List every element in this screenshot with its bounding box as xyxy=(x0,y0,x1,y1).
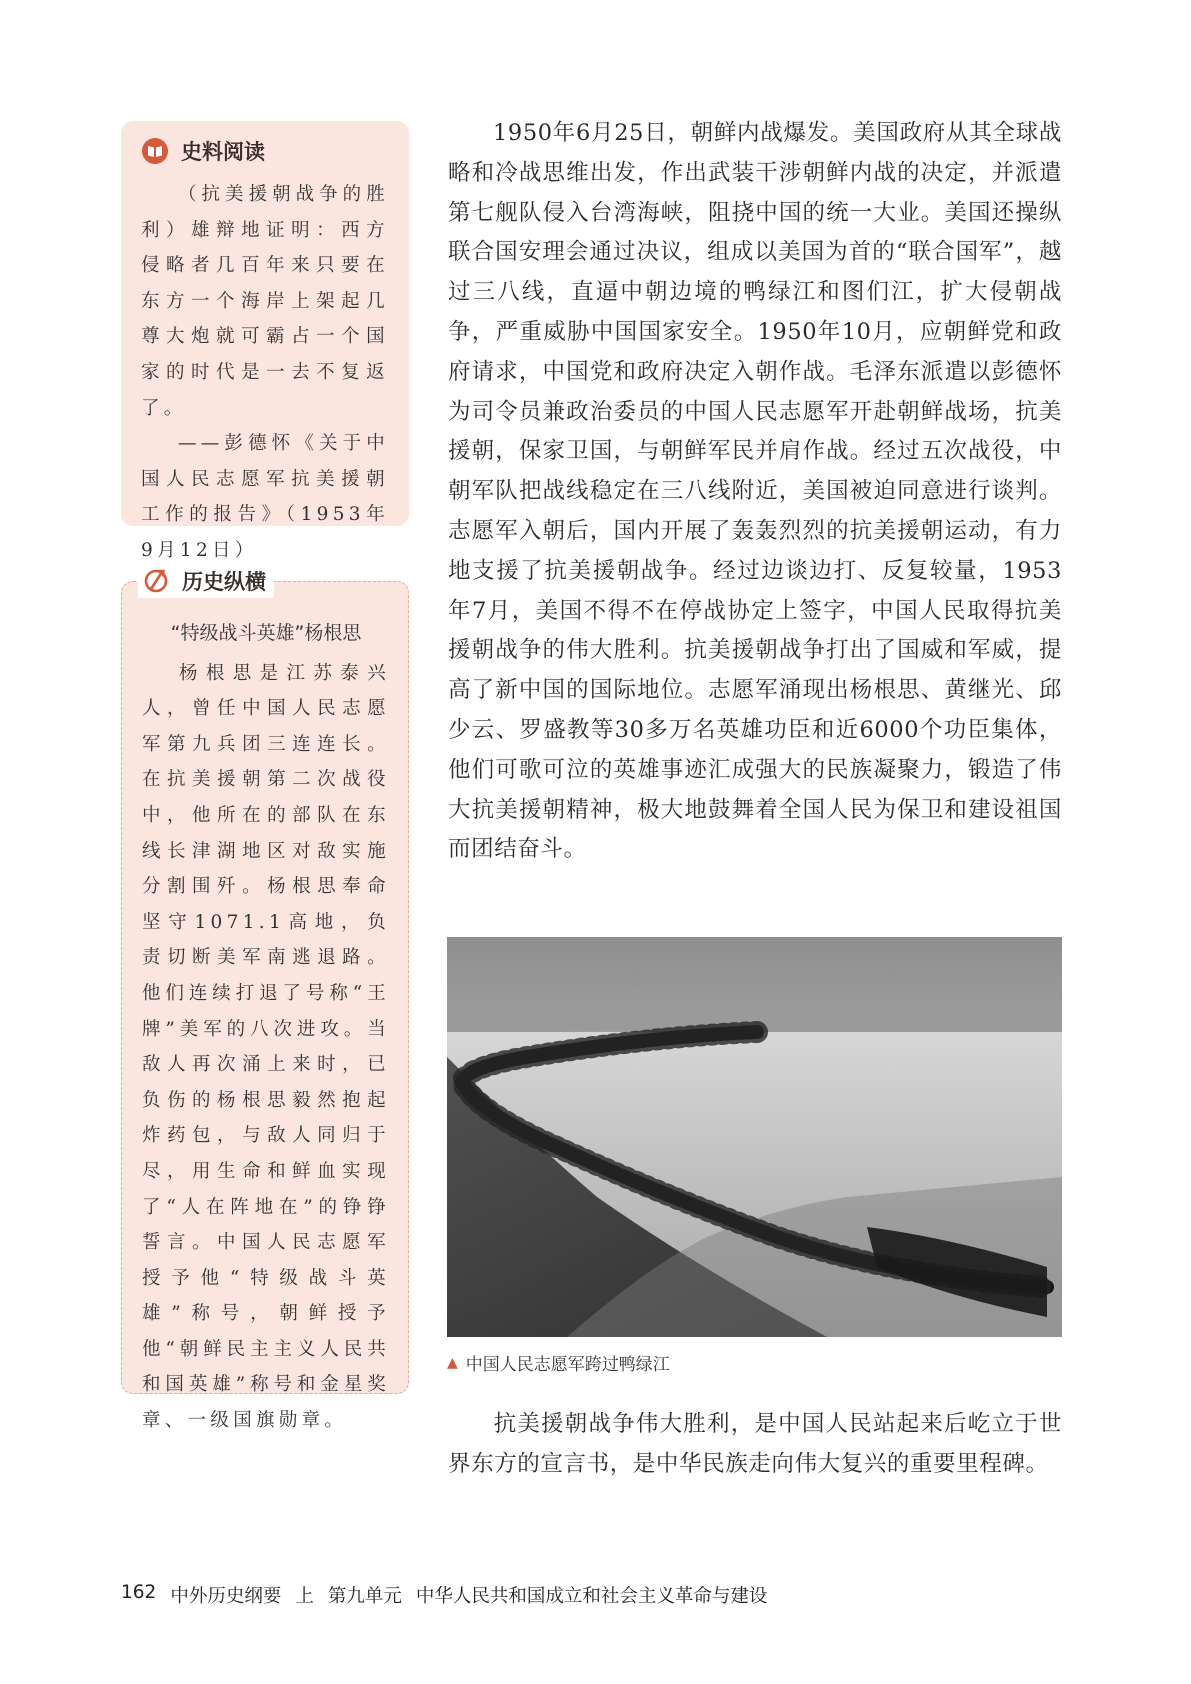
history-panorama-content xyxy=(142,616,390,1439)
photo-caption-text: 中国人民志愿军跨过鸭绿江 xyxy=(465,1355,670,1375)
source-quote: （抗美援朝战争的胜利）雄辩地证明：西方侵略者几百年来只要在东方一个海岸上架起几尊大炮就可霸占一个国家的时代是一去不复返了。 xyxy=(141,184,389,419)
source-reading-content xyxy=(141,177,389,569)
source-attribution xyxy=(141,426,389,568)
unit-label: 第九单元 xyxy=(327,1586,402,1607)
hero-subtitle: “特级战斗英雄”杨根思 xyxy=(170,622,362,644)
source-reading-title: 史料阅读 xyxy=(181,140,265,164)
history-panorama-header xyxy=(138,564,274,598)
page-number: 162 xyxy=(121,1582,157,1603)
volunteer-army-crossing-photo xyxy=(447,937,1062,1337)
compass-arrow-icon xyxy=(142,567,170,595)
history-panorama-title: 历史纵横 xyxy=(182,570,266,594)
main-paragraph-1 xyxy=(448,114,1062,870)
source-reading-box xyxy=(121,121,409,561)
main-paragraph-2-text: 抗美援朝战争伟大胜利，是中国人民站起来后屹立于世界东方的宣言书，是中华民族走向伟大复兴的重要里程碑。 xyxy=(448,1411,1062,1477)
photo-caption xyxy=(447,1350,670,1375)
volume-label: 上 xyxy=(295,1586,314,1607)
main-paragraph-1-text: 1950年6月25日，朝鲜内战爆发。美国政府从其全球战略和冷战思维出发，作出武装干涉朝鲜内战的决定，并派遣第七舰队侵入台湾海峡，阻挠中国的统一大业。美国还操纵联合国安理会通过决议，组成以美国为首的“联合国军”，越过三八线，直逼中朝边境的鸭绿江和图们江，扩大侵朝战争，严重威胁中国国家安全。1950年10月，应朝鲜党和政府请求，中国党和政府决定入朝作战。毛泽东派遣以彭德怀为司令员兼政治委员的中国人民志愿军开赴朝鲜战场，抗美援朝，保家卫国，与朝鲜军民并肩作战。经过五次战役，中朝军队把战线稳定在三八线附近，美国被迫同意进行谈判。志愿军入朝后，国内开展了轰轰烈烈的抗美援朝运动，有力地支援了抗美援朝战争。经过边谈边打、反复较量，1953年7月，美国不得不在停战协定上签字，中国人民取得抗美援朝战争的伟大胜利。抗美援朝战争打出了国威和军威，提高了新中国的国际地位。志愿军涌现出杨根思、黄继光、邱少云、罗盛教等30多万名英雄功臣和近6000个功臣集体，他们可歌可泣的英雄事迹汇成强大的民族凝聚力，锻造了伟大抗美援朝精神，极大地鼓舞着全国人民为保卫和建设祖国而团结奋斗。 xyxy=(448,120,1062,863)
history-panorama-box xyxy=(121,570,409,1432)
book-title: 中外历史纲要 xyxy=(170,1586,282,1607)
unit-title: 中华人民共和国成立和社会主义革命与建设 xyxy=(415,1586,768,1607)
source-reading-header xyxy=(141,135,389,167)
open-book-icon xyxy=(141,137,169,165)
hero-story: 杨根思是江苏泰兴人，曾任中国人民志愿军第九兵团三连连长。在抗美援朝第二次战役中，他所在的部队在东线长津湖地区对敌实施分割围歼。杨根思奉命坚守1071.1高地，负责切断美军南逃退路。他们连续打退了号称“王牌”美军的八次进攻。当敌人再次涌上来时，已负伤的杨根思毅然抱起炸药包，与敌人同归于尽，用生命和鲜血实现了“人在阵地在”的铮铮誓言。中国人民志愿军授予他“特级战斗英雄”称号，朝鲜授予他“朝鲜民主主义人民共和国英雄”称号和金星奖章、一级国旗勋章。 xyxy=(142,662,390,1432)
page-footer xyxy=(121,1582,781,1608)
triangle-marker-icon: ▲ xyxy=(447,1354,458,1371)
source-attribution-text: ——彭德怀《关于中国人民志愿军抗美援朝工作的报告》（1953年9月12日） xyxy=(141,433,389,561)
main-paragraph-2 xyxy=(448,1405,1062,1485)
